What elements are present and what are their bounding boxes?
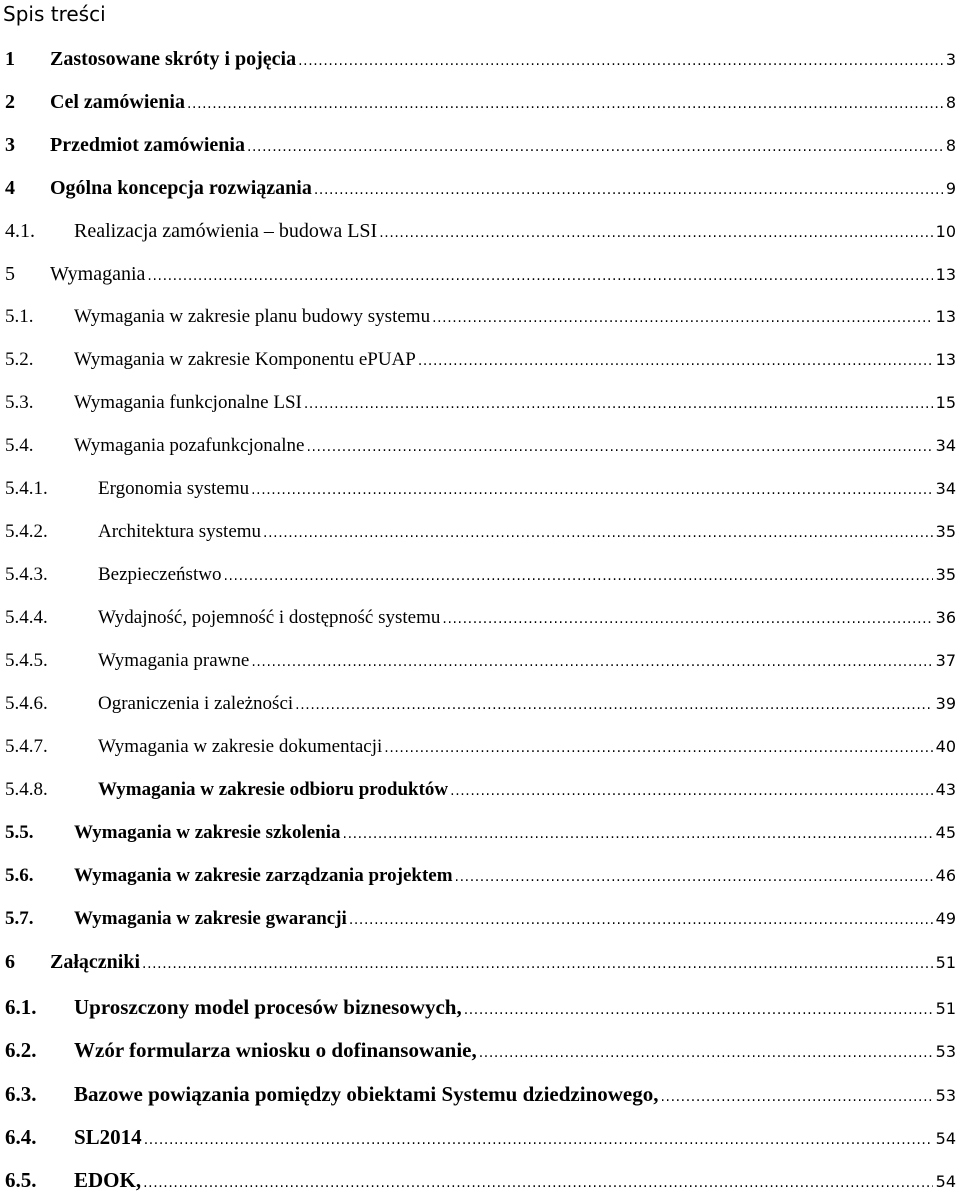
toc-entry[interactable] xyxy=(0,607,960,641)
toc-entry-number: 6.5. xyxy=(5,1168,37,1192)
toc-entry[interactable] xyxy=(0,91,960,125)
dot-leader xyxy=(455,869,933,885)
dot-leader xyxy=(295,697,932,713)
toc-entry-number: 5.4.5. xyxy=(5,650,48,671)
toc-entry[interactable] xyxy=(0,736,960,770)
toc-entry-title: Wymagania w zakresie planu budowy systemu xyxy=(74,306,431,327)
toc-entry-page-number: 35 xyxy=(935,565,956,584)
toc-entry-number: 5.4.4. xyxy=(5,607,48,628)
toc-entry[interactable] xyxy=(0,220,960,254)
toc-entry-page-number: 34 xyxy=(935,436,956,455)
toc-entry-title: SL2014 xyxy=(74,1125,142,1149)
toc-entry-page-number: 39 xyxy=(935,694,956,713)
toc-entry[interactable] xyxy=(0,693,960,727)
dot-leader xyxy=(660,1089,932,1105)
toc-entry[interactable] xyxy=(0,908,960,942)
toc-entry[interactable] xyxy=(0,478,960,512)
toc-entry-page-number: 10 xyxy=(935,222,956,241)
toc-entry-page-number: 54 xyxy=(935,1172,956,1191)
toc-entry-title: Wymagania w zakresie zarządzania projektem xyxy=(74,865,453,886)
dot-leader xyxy=(343,826,933,842)
toc-entry[interactable] xyxy=(0,521,960,555)
toc-entry[interactable] xyxy=(0,865,960,899)
toc-entry[interactable] xyxy=(0,177,960,211)
toc-entry[interactable] xyxy=(0,48,960,82)
toc-entry-page-number: 35 xyxy=(935,522,956,541)
toc-entry-number: 5.4.8. xyxy=(5,779,48,800)
toc-entry-title: Ergonomia systemu xyxy=(98,478,250,499)
toc-entry-title: Realizacja zamówienia – budowa LSI xyxy=(74,220,378,242)
toc-entry-page-number: 43 xyxy=(935,780,956,799)
dot-leader xyxy=(251,482,933,498)
toc-entry-number: 4 xyxy=(5,177,15,199)
toc-entry-page-number: 8 xyxy=(945,93,956,112)
dot-leader xyxy=(247,139,943,155)
dot-leader xyxy=(432,310,933,326)
toc-entry-title: Uproszczony model procesów biznesowych, xyxy=(74,995,462,1019)
toc-entry-title: Wymagania xyxy=(50,263,146,285)
toc-entry-title: Wymagania funkcjonalne LSI xyxy=(74,392,302,413)
toc-entry-title: Ogólna koncepcja rozwiązania xyxy=(50,177,312,199)
dot-leader xyxy=(379,225,932,241)
toc-entry-page-number: 8 xyxy=(945,136,956,155)
toc-entry-title: Wymagania w zakresie gwarancji xyxy=(74,908,347,929)
toc-entry[interactable] xyxy=(0,564,960,598)
dot-leader xyxy=(464,1002,933,1018)
toc-entry-page-number: 45 xyxy=(935,823,956,842)
toc-entry-title: Wzór formularza wniosku o dofinansowanie, xyxy=(74,1038,477,1062)
dot-leader xyxy=(298,53,943,69)
toc-entry-page-number: 51 xyxy=(935,999,956,1018)
toc-entry-title: Załączniki xyxy=(50,951,141,973)
toc-entry-number: 6.2. xyxy=(5,1038,37,1062)
dot-leader xyxy=(187,96,943,112)
dot-leader xyxy=(450,783,933,799)
toc-entry-number: 6.4. xyxy=(5,1125,37,1149)
toc-entry[interactable] xyxy=(0,349,960,383)
toc-entry-number: 5 xyxy=(5,263,15,285)
toc-entry[interactable] xyxy=(0,263,960,297)
dot-leader xyxy=(418,353,933,369)
toc-entry-number: 2 xyxy=(5,91,15,113)
toc-entry-page-number: 53 xyxy=(935,1086,956,1105)
dot-leader xyxy=(144,1132,933,1148)
toc-entry-page-number: 53 xyxy=(935,1042,956,1061)
toc-entry-title: Bezpieczeństwo xyxy=(98,564,222,585)
toc-entry-page-number: 34 xyxy=(935,479,956,498)
toc-entry-number: 6.3. xyxy=(5,1082,37,1106)
toc-entry-number: 3 xyxy=(5,134,15,156)
toc-entry-page-number: 49 xyxy=(935,909,956,928)
toc-entry[interactable] xyxy=(0,951,960,985)
dot-leader xyxy=(304,396,933,412)
toc-entry[interactable] xyxy=(0,650,960,684)
toc-entry-number: 5.5. xyxy=(5,822,34,843)
dot-leader xyxy=(263,525,933,541)
toc-entry-page-number: 46 xyxy=(935,866,956,885)
toc-entry-page-number: 51 xyxy=(935,953,956,972)
toc-entry-number: 5.4. xyxy=(5,435,34,456)
toc-entry-title: Wydajność, pojemność i dostępność systemu xyxy=(98,607,441,628)
toc-entry[interactable] xyxy=(0,1125,960,1159)
toc-entry-number: 5.4.7. xyxy=(5,736,48,757)
dot-leader xyxy=(442,611,932,627)
toc-entry-number: 5.4.6. xyxy=(5,693,48,714)
toc-entry-title: Wymagania prawne xyxy=(98,650,250,671)
toc-entry-page-number: 9 xyxy=(945,179,956,198)
dot-leader xyxy=(479,1045,933,1061)
toc-entry-number: 5.1. xyxy=(5,306,34,327)
toc-entry[interactable] xyxy=(0,392,960,426)
toc-entry-number: 5.4.3. xyxy=(5,564,48,585)
toc-entry-number: 5.2. xyxy=(5,349,34,370)
toc-entry-page-number: 13 xyxy=(935,307,956,326)
toc-entry-number: 1 xyxy=(5,48,15,70)
toc-entry-number: 5.4.1. xyxy=(5,478,48,499)
dot-leader xyxy=(142,956,933,972)
toc-entry-title: Wymagania w zakresie szkolenia xyxy=(74,822,341,843)
toc-entry-title: Ograniczenia i zależności xyxy=(98,693,294,714)
toc-entry[interactable] xyxy=(0,822,960,856)
dot-leader xyxy=(349,912,933,928)
toc-entry[interactable] xyxy=(0,1038,960,1072)
toc-entry-number: 4.1. xyxy=(5,220,35,242)
toc-entry[interactable] xyxy=(0,306,960,340)
toc-entry-number: 6.1. xyxy=(5,995,37,1019)
toc-entry-title: Cel zamówienia xyxy=(50,91,185,113)
toc-entry-title: Wymagania w zakresie odbioru produktów xyxy=(98,779,449,800)
toc-entry-number: 5.7. xyxy=(5,908,34,929)
toc-entry-title: EDOK, xyxy=(74,1168,142,1192)
toc-entry[interactable] xyxy=(0,1168,960,1202)
toc-entry[interactable] xyxy=(0,435,960,469)
toc-entry-title: Przedmiot zamówienia xyxy=(50,134,245,156)
toc-entry-title: Architektura systemu xyxy=(98,521,262,542)
toc-entry-page-number: 36 xyxy=(935,608,956,627)
toc-entry-page-number: 13 xyxy=(935,350,956,369)
toc-entry[interactable] xyxy=(0,779,960,813)
toc-entry-title: Wymagania pozafunkcjonalne xyxy=(74,435,305,456)
toc-entry-title: Wymagania w zakresie Komponentu ePUAP xyxy=(74,349,416,370)
toc-entry-title: Wymagania w zakresie dokumentacji xyxy=(98,736,383,757)
toc-entry-page-number: 40 xyxy=(935,737,956,756)
toc-entry[interactable] xyxy=(0,134,960,168)
toc-entry-page-number: 54 xyxy=(935,1129,956,1148)
toc-entry-number: 6 xyxy=(5,951,15,973)
toc-entry-title: Bazowe powiązania pomiędzy obiektami Systemu dziedzinowego, xyxy=(74,1082,659,1106)
toc-entry-number: 5.6. xyxy=(5,865,34,886)
dot-leader xyxy=(143,1175,933,1191)
toc-entry-page-number: 13 xyxy=(935,265,956,284)
dot-leader xyxy=(223,568,932,584)
dot-leader xyxy=(251,654,932,670)
toc-entry-page-number: 15 xyxy=(935,393,956,412)
dot-leader xyxy=(314,182,943,198)
toc-entry-page-number: 37 xyxy=(935,651,956,670)
toc-entry-number: 5.4.2. xyxy=(5,521,48,542)
dot-leader xyxy=(306,439,932,455)
page-title: Spis treści xyxy=(3,2,106,26)
toc-entry-number: 5.3. xyxy=(5,392,34,413)
toc-entry-title: Zastosowane skróty i pojęcia xyxy=(50,48,297,70)
toc-entry[interactable] xyxy=(0,1082,960,1116)
toc-entry[interactable] xyxy=(0,995,960,1029)
dot-leader xyxy=(384,740,932,756)
dot-leader xyxy=(147,268,932,284)
toc-entry-page-number: 3 xyxy=(945,50,956,69)
